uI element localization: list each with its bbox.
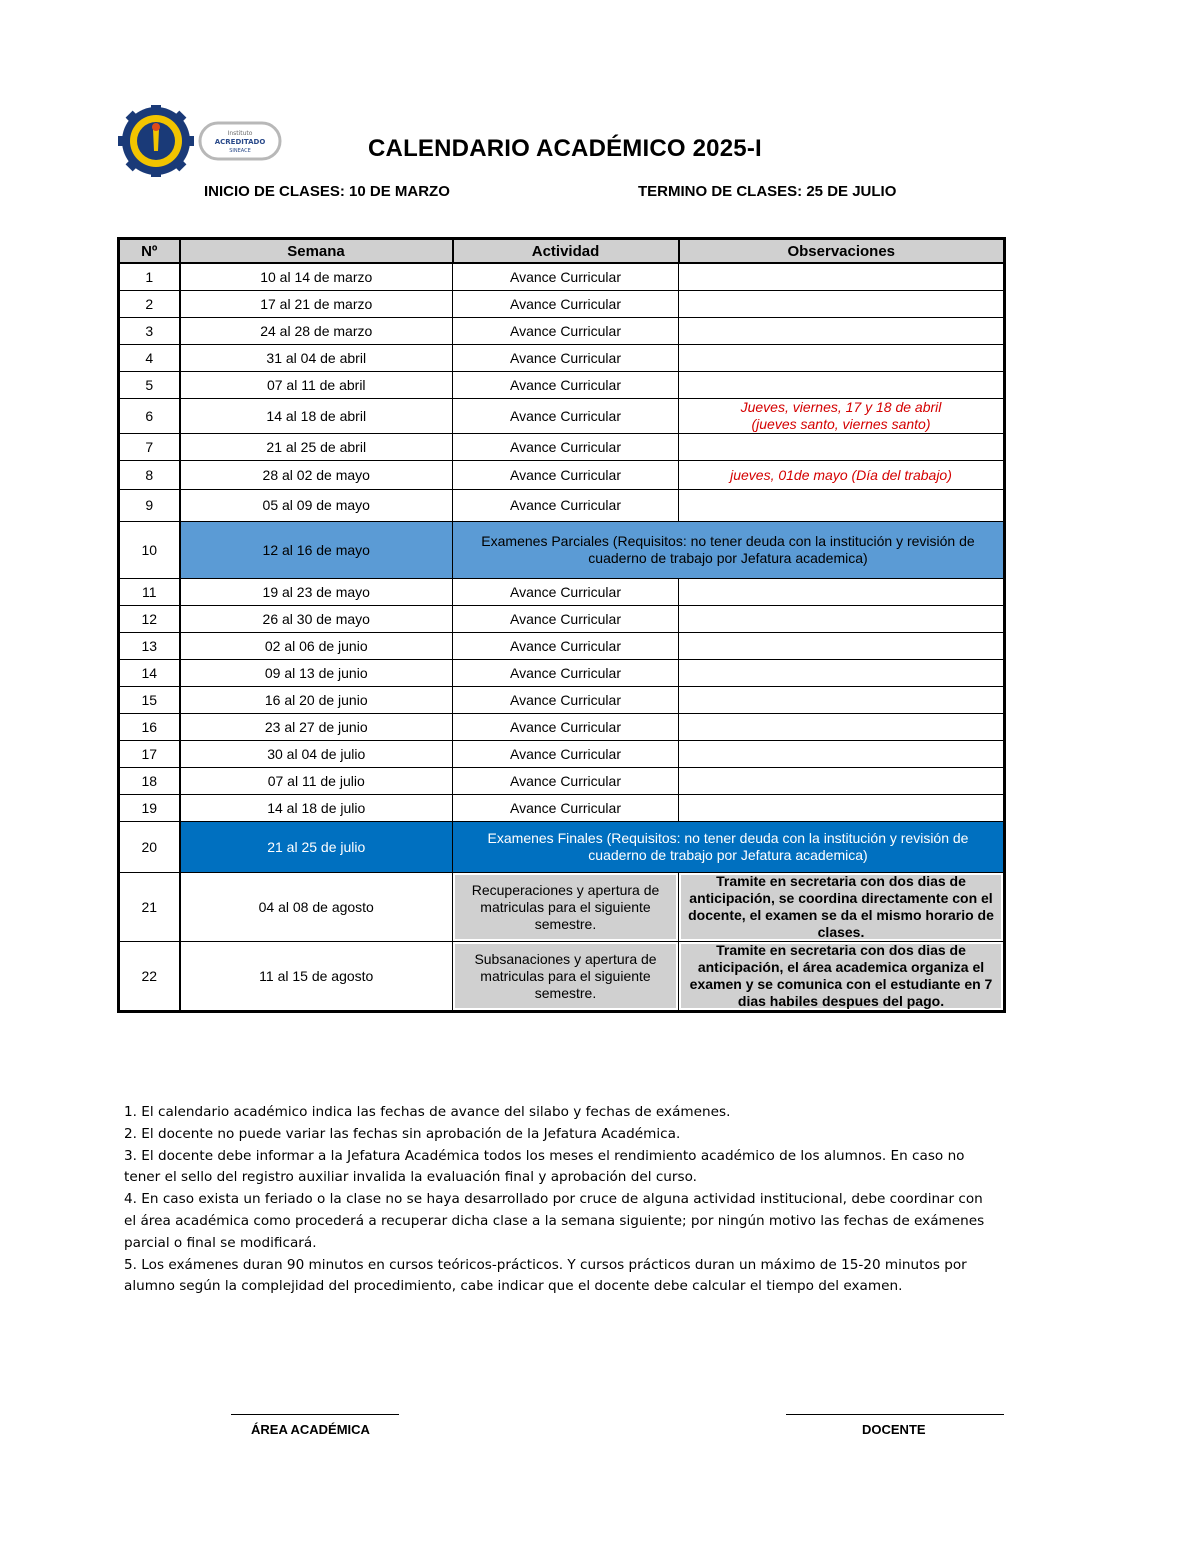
- row-semana: 17 al 21 de marzo: [180, 291, 453, 318]
- table-row: [119, 461, 1005, 490]
- row-observaciones: [679, 795, 1005, 822]
- table-row: [119, 873, 1005, 942]
- inicio-clases: INICIO DE CLASES: 10 DE MARZO: [204, 183, 450, 200]
- row-actividad: Avance Curricular: [453, 741, 679, 768]
- row-semana: 21 al 25 de julio: [180, 822, 453, 873]
- row-observaciones: [679, 461, 1005, 490]
- table-row: [119, 399, 1005, 434]
- row-num: 4: [119, 345, 180, 372]
- row-num: 3: [119, 318, 180, 345]
- table-row: [119, 714, 1005, 741]
- row-observaciones: [679, 633, 1005, 660]
- row-actividad: Avance Curricular: [453, 795, 679, 822]
- row-semana: 31 al 04 de abril: [180, 345, 453, 372]
- row-semana: 10 al 14 de marzo: [180, 263, 453, 291]
- table-row: [119, 606, 1005, 633]
- row-observaciones: [679, 399, 1005, 434]
- row-semana: 19 al 23 de mayo: [180, 579, 453, 606]
- row-actividad: Avance Curricular: [453, 714, 679, 741]
- institution-logos: [118, 105, 288, 177]
- row-observaciones: Tramite en secretaria con dos dias de anticipación, el área academica organiza el examen y se comunica con el estudiante en 7 dias habiles despues del pago.: [679, 942, 1005, 1012]
- row-semana: 05 al 09 de mayo: [180, 490, 453, 522]
- signature-line-area: [231, 1414, 399, 1415]
- table-header-row: [119, 239, 1005, 264]
- row-semana: 07 al 11 de abril: [180, 372, 453, 399]
- row-actividad: Avance Curricular: [453, 606, 679, 633]
- signature-docente: DOCENTE: [862, 1422, 926, 1437]
- row-actividad: Subsanaciones y apertura de matriculas para el siguiente semestre.: [453, 942, 679, 1012]
- page-title: CALENDARIO ACADÉMICO 2025-I: [368, 135, 762, 162]
- row-num: 13: [119, 633, 180, 660]
- table-row: [119, 768, 1005, 795]
- row-actividad: Avance Curricular: [453, 345, 679, 372]
- note-3: 3. El docente debe informar a la Jefatura Académica todos los meses el rendimiento académico de los alumnos. En caso no tener el sello del registro auxiliar invalida la evaluación final y aprobación del curso.: [124, 1147, 965, 1186]
- row-actividad: Avance Curricular: [453, 660, 679, 687]
- row-num: 6: [119, 399, 180, 434]
- row-semana: 26 al 30 de mayo: [180, 606, 453, 633]
- row-actividad: Avance Curricular: [453, 768, 679, 795]
- row-semana: 14 al 18 de julio: [180, 795, 453, 822]
- note-2: 2. El docente no puede variar las fechas sin aprobación de la Jefatura Académica.: [124, 1125, 681, 1142]
- row-observaciones: [679, 660, 1005, 687]
- table-row: [119, 434, 1005, 461]
- row-observaciones: [679, 606, 1005, 633]
- table-row: [119, 263, 1005, 291]
- observation-line: jueves, 01de mayo (Día del trabajo): [730, 466, 952, 483]
- row-semana: 02 al 06 de junio: [180, 633, 453, 660]
- badge-line3: SINEACE: [229, 148, 251, 154]
- row-num: 10: [119, 522, 180, 579]
- row-actividad-examen: Examenes Parciales (Requisitos: no tener deuda con la institución y revisión de cuaderno de trabajo por Jefatura academica): [453, 522, 1005, 579]
- row-num: 21: [119, 873, 180, 942]
- row-semana: 23 al 27 de junio: [180, 714, 453, 741]
- row-num: 14: [119, 660, 180, 687]
- row-observaciones: [679, 768, 1005, 795]
- gear-emblem-logo: [118, 105, 288, 177]
- row-actividad-examen: Examenes Finales (Requisitos: no tener deuda con la institución y revisión de cuaderno de trabajo por Jefatura academica): [453, 822, 1005, 873]
- signature-line-docente: [786, 1414, 1004, 1415]
- row-actividad: Avance Curricular: [453, 263, 679, 291]
- observation-line: (jueves santo, viernes santo): [751, 416, 931, 432]
- table-row: [119, 942, 1005, 1012]
- row-observaciones: [679, 372, 1005, 399]
- row-semana: 21 al 25 de abril: [180, 434, 453, 461]
- table-row: [119, 795, 1005, 822]
- table-row: [119, 372, 1005, 399]
- header-num: Nº: [119, 239, 180, 264]
- row-semana: 30 al 04 de julio: [180, 741, 453, 768]
- row-observaciones: [679, 345, 1005, 372]
- observation-line: Jueves, viernes, 17 y 18 de abril: [740, 399, 942, 415]
- row-semana: 07 al 11 de julio: [180, 768, 453, 795]
- row-observaciones: [679, 714, 1005, 741]
- badge-line1: Instituto: [227, 130, 253, 137]
- header-semana: Semana: [180, 239, 453, 264]
- termino-clases: TERMINO DE CLASES: 25 DE JULIO: [638, 183, 897, 200]
- row-semana: 16 al 20 de junio: [180, 687, 453, 714]
- badge-line2: ACREDITADO: [214, 138, 266, 146]
- table-row: [119, 687, 1005, 714]
- row-num: 2: [119, 291, 180, 318]
- row-num: 7: [119, 434, 180, 461]
- row-actividad: Avance Curricular: [453, 579, 679, 606]
- row-actividad: Avance Curricular: [453, 318, 679, 345]
- row-observaciones: [679, 318, 1005, 345]
- row-semana: 24 al 28 de marzo: [180, 318, 453, 345]
- row-num: 11: [119, 579, 180, 606]
- row-actividad: Avance Curricular: [453, 434, 679, 461]
- row-semana: 12 al 16 de mayo: [180, 522, 453, 579]
- row-actividad: Avance Curricular: [453, 461, 679, 490]
- row-num: 18: [119, 768, 180, 795]
- row-num: 16: [119, 714, 180, 741]
- row-actividad: Avance Curricular: [453, 291, 679, 318]
- row-observaciones: [679, 579, 1005, 606]
- row-semana: 14 al 18 de abril: [180, 399, 453, 434]
- row-observaciones: [679, 687, 1005, 714]
- table-row: [119, 660, 1005, 687]
- row-observaciones: [679, 291, 1005, 318]
- row-semana: 28 al 02 de mayo: [180, 461, 453, 490]
- row-actividad: Recuperaciones y apertura de matriculas para el siguiente semestre.: [453, 873, 679, 942]
- signature-area-academica: ÁREA ACADÉMICA: [251, 1422, 370, 1437]
- row-actividad: Avance Curricular: [453, 687, 679, 714]
- row-observaciones: Tramite en secretaria con dos dias de anticipación, se coordina directamente con el docente, el examen se da el mismo horario de clases.: [679, 873, 1005, 942]
- row-semana: 09 al 13 de junio: [180, 660, 453, 687]
- table-row: [119, 318, 1005, 345]
- table-row: [119, 741, 1005, 768]
- note-4: 4. En caso exista un feriado o la clase no se haya desarrollado por cruce de alguna actividad institucional, debe coordinar con el área académica como procederá a recuperar dicha clase a la semana siguiente; por ningún motivo las fechas de exámenes parcial o final se modificará.: [124, 1191, 985, 1251]
- row-actividad: Avance Curricular: [453, 633, 679, 660]
- table-row: [119, 633, 1005, 660]
- row-num: 8: [119, 461, 180, 490]
- row-actividad: Avance Curricular: [453, 490, 679, 522]
- calendar-table: [117, 237, 1006, 1013]
- table-row: [119, 345, 1005, 372]
- row-num: 5: [119, 372, 180, 399]
- header-observaciones: Observaciones: [679, 239, 1005, 264]
- table-row: [119, 579, 1005, 606]
- row-observaciones: [679, 263, 1005, 291]
- row-num: 17: [119, 741, 180, 768]
- table-row: [119, 291, 1005, 318]
- table-row: [119, 490, 1005, 522]
- row-num: 9: [119, 490, 180, 522]
- row-num: 15: [119, 687, 180, 714]
- row-observaciones: [679, 434, 1005, 461]
- row-actividad: Avance Curricular: [453, 399, 679, 434]
- row-semana: 11 al 15 de agosto: [180, 942, 453, 1012]
- notes-list: [124, 1102, 994, 1298]
- row-num: 12: [119, 606, 180, 633]
- row-num: 19: [119, 795, 180, 822]
- row-num: 1: [119, 263, 180, 291]
- row-observaciones: [679, 741, 1005, 768]
- note-5: 5. Los exámenes duran 90 minutos en cursos teóricos-prácticos. Y cursos prácticos duran un máximo de 15-20 minutos por alumno según la complejidad del procedimiento, cabe indicar que el docente debe calcular el tiempo del examen.: [124, 1256, 967, 1295]
- row-num: 22: [119, 942, 180, 1012]
- row-actividad: Avance Curricular: [453, 372, 679, 399]
- note-1: 1. El calendario académico indica las fechas de avance del silabo y fechas de exámenes.: [124, 1104, 731, 1120]
- table-row: [119, 822, 1005, 873]
- header-actividad: Actividad: [453, 239, 679, 264]
- row-observaciones: [679, 490, 1005, 522]
- accreditation-badge: [200, 123, 280, 159]
- row-num: 20: [119, 822, 180, 873]
- table-row: [119, 522, 1005, 579]
- row-semana: 04 al 08 de agosto: [180, 873, 453, 942]
